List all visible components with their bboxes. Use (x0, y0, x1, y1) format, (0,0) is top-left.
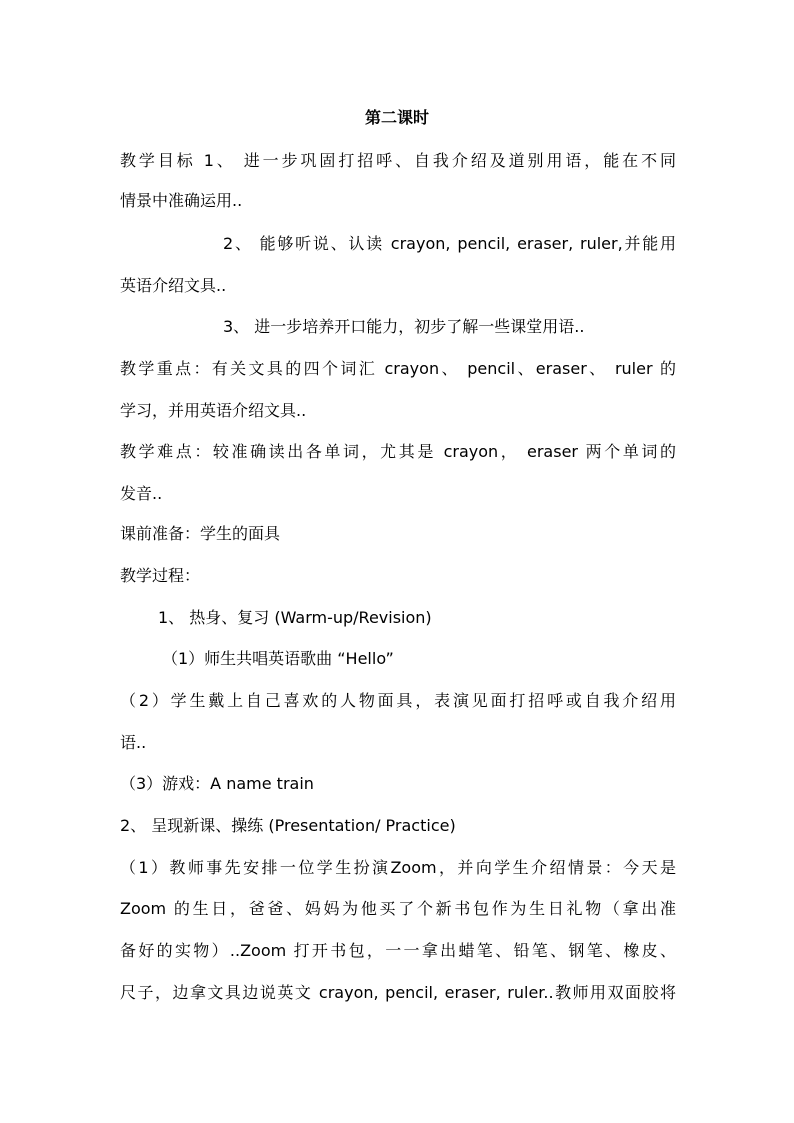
text-line: （1）师生共唱英语歌曲 “Hello” (162, 649, 394, 668)
text-line: 英语介绍文具.. (120, 276, 227, 295)
text-line: 教学难点：较准确读出各单词，尤其是 crayon， eraser 两个单词的 (120, 442, 676, 461)
text-line: 教学过程： (120, 566, 201, 585)
text-line: 教学目标 1、 进一步巩固打招呼、自我介绍及道别用语，能在不同 (120, 151, 676, 170)
text-line: 2、 能够听说、认读 crayon, pencil, eraser, ruler,并能用 (223, 234, 676, 253)
document-title: 第二课时 (364, 108, 429, 127)
text-line: （2）学生戴上自己喜欢的人物面具，表演见面打招呼或自我介绍用 (120, 691, 676, 710)
text-line: 学习，并用英语介绍文具.. (120, 401, 307, 420)
text-line: 课前准备：学生的面具 (120, 524, 281, 543)
text-line: Zoom 的生日，爸爸、妈妈为他买了个新书包作为生日礼物（拿出准 (120, 899, 676, 918)
text-line: 语.. (120, 733, 147, 752)
text-line: 尺子，边拿文具边说英文 crayon, pencil, eraser, ruler..教师用双面胶将 (120, 983, 676, 1002)
text-line: 教学重点：有关文具的四个词汇 crayon、 pencil、eraser、 ruler 的 (120, 359, 676, 378)
text-line: 情景中准确运用.. (120, 191, 243, 210)
text-line: 发音.. (120, 484, 163, 503)
text-line: 备好的实物）..Zoom 打开书包，一一拿出蜡笔、铅笔、钢笔、橡皮、 (120, 941, 676, 960)
text-line: 1、 热身、复习 (Warm-up/Revision) (158, 608, 432, 627)
text-line: 3、 进一步培养开口能力，初步了解一些课堂用语.. (223, 317, 585, 336)
text-line: （1）教师事先安排一位学生扮演Zoom，并向学生介绍情景：今天是 (120, 858, 676, 877)
text-line: （3）游戏：A name train (120, 774, 314, 793)
text-line: 2、 呈现新课、操练 (Presentation/ Practice) (120, 816, 456, 835)
